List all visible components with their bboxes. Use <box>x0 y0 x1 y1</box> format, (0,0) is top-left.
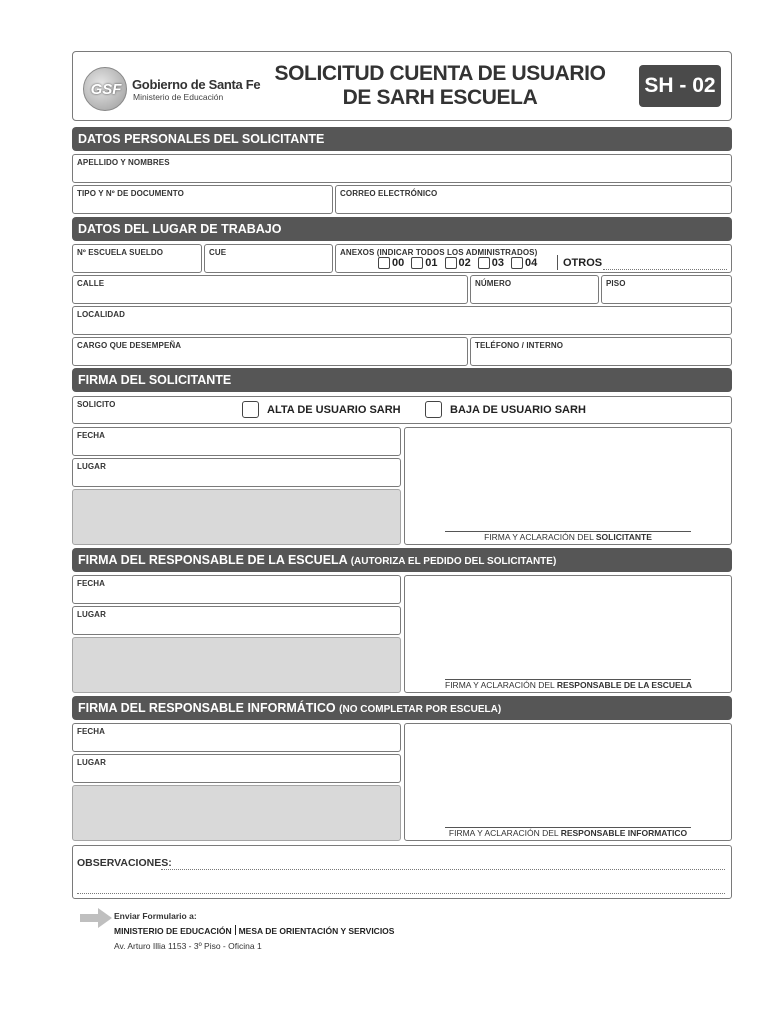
floor-field[interactable] <box>601 275 732 304</box>
form-code: SH - 02 <box>644 74 716 97</box>
school-number-label: Nº ESCUELA SUELDO <box>77 248 164 257</box>
footer-recipient <box>114 925 394 936</box>
section-school-signature <box>72 548 732 572</box>
it-signature-box[interactable] <box>404 723 732 841</box>
city-field[interactable] <box>72 306 732 335</box>
gov-name: Gobierno de Santa Fe <box>132 77 261 92</box>
footer-divider <box>235 925 236 935</box>
applicant-place-field[interactable] <box>72 458 401 487</box>
street-label: CALLE <box>77 279 105 288</box>
annex-option-01[interactable] <box>411 257 437 269</box>
signature-caption-role: RESPONSABLE DE LA ESCUELA <box>556 680 693 690</box>
observations-field[interactable] <box>72 845 732 899</box>
section-personal-data: DATOS PERSONALES DEL SOLICITANTE <box>72 127 732 151</box>
section-it-signature <box>72 696 732 720</box>
it-stamp-area <box>72 785 401 841</box>
footer-address: Av. Arturo Illia 1153 - 3º Piso - Oficina 1 <box>114 941 262 951</box>
name-label: APELLIDO Y NOMBRES <box>77 158 170 167</box>
annex-label: 04 <box>525 257 538 269</box>
annex-divider <box>557 255 558 270</box>
request-field <box>72 396 732 424</box>
signature-caption-prefix: FIRMA Y ACLARACIÓN DEL <box>445 680 555 690</box>
annexes-field <box>335 244 732 273</box>
annex-option-00[interactable] <box>378 257 404 269</box>
position-label: CARGO QUE DESEMPEÑA <box>77 341 182 350</box>
annex-label: 02 <box>458 257 471 269</box>
remove-user-label: BAJA DE USUARIO SARH <box>450 404 586 416</box>
form-title-line2: DE SARH ESCUELA <box>342 86 538 109</box>
logo <box>83 67 127 111</box>
date-label: FECHA <box>77 431 106 440</box>
phone-label: TELÉFONO / INTERNO <box>475 341 564 350</box>
annexes-label: ANEXOS (INDICAR TODOS LOS ADMINISTRADOS) <box>340 248 538 257</box>
observations-line-2[interactable] <box>77 893 725 894</box>
name-field[interactable] <box>72 154 732 183</box>
it-date-field[interactable] <box>72 723 401 752</box>
observations-line-1[interactable] <box>161 869 725 870</box>
document-label: TIPO Y Nº DE DOCUMENTO <box>77 189 184 198</box>
date-label: FECHA <box>77 579 106 588</box>
school-number-field[interactable] <box>72 244 202 273</box>
position-field[interactable] <box>72 337 468 366</box>
section-workplace-data: DATOS DEL LUGAR DE TRABAJO <box>72 217 732 241</box>
applicant-signature-box[interactable] <box>404 427 732 545</box>
arrow-right-icon <box>80 908 112 928</box>
place-label: LUGAR <box>77 610 106 619</box>
section-title: FIRMA DEL RESPONSABLE DE LA ESCUELA <box>78 553 348 567</box>
form-code-badge <box>639 65 721 107</box>
school-signature-box[interactable] <box>404 575 732 693</box>
others-input-line[interactable] <box>603 269 727 270</box>
annex-label: 00 <box>392 257 405 269</box>
city-label: LOCALIDAD <box>77 310 126 319</box>
annex-option-03[interactable] <box>478 257 504 269</box>
document-field[interactable] <box>72 185 333 214</box>
signature-caption-role: RESPONSABLE INFORMATICO <box>560 828 688 838</box>
place-label: LUGAR <box>77 758 106 767</box>
checkbox-icon[interactable] <box>378 257 390 269</box>
checkbox-icon[interactable] <box>511 257 523 269</box>
applicant-date-field[interactable] <box>72 427 401 456</box>
footer-ministry: MINISTERIO DE EDUCACIÓN <box>114 926 232 936</box>
signature-caption-prefix: FIRMA Y ACLARACIÓN DEL <box>484 532 594 542</box>
school-date-field[interactable] <box>72 575 401 604</box>
cue-label: CUE <box>209 248 227 257</box>
checkbox-icon[interactable] <box>478 257 490 269</box>
signature-caption <box>445 532 691 542</box>
observations-label: OBSERVACIONES: <box>77 857 172 869</box>
signature-caption <box>445 828 691 838</box>
floor-label: PISO <box>606 279 626 288</box>
request-label: SOLICITO <box>77 400 116 409</box>
checkbox-icon[interactable] <box>411 257 423 269</box>
add-user-label: ALTA DE USUARIO SARH <box>267 404 401 416</box>
number-field[interactable] <box>470 275 599 304</box>
section-note: (NO COMPLETAR POR ESCUELA) <box>339 704 502 715</box>
street-field[interactable] <box>72 275 468 304</box>
form-title-line1: SOLICITUD CUENTA DE USUARIO <box>274 62 606 85</box>
send-to-label: Enviar Formulario a: <box>114 911 197 921</box>
annex-label: 01 <box>425 257 438 269</box>
school-place-field[interactable] <box>72 606 401 635</box>
section-applicant-signature: FIRMA DEL SOLICITANTE <box>72 368 732 392</box>
annex-option-04[interactable] <box>511 257 537 269</box>
signature-caption-role: SOLICITANTE <box>595 532 652 542</box>
footer-office: MESA DE ORIENTACIÓN Y SERVICIOS <box>238 926 395 936</box>
phone-field[interactable] <box>470 337 732 366</box>
checkbox-icon[interactable] <box>445 257 457 269</box>
number-label: NÚMERO <box>475 279 512 288</box>
signature-caption <box>445 680 691 690</box>
email-label: CORREO ELECTRÓNICO <box>340 189 438 198</box>
it-place-field[interactable] <box>72 754 401 783</box>
section-title: FIRMA DEL RESPONSABLE INFORMÁTICO <box>78 701 336 715</box>
section-note: (AUTORIZA EL PEDIDO DEL SOLICITANTE) <box>350 556 557 567</box>
add-user-checkbox[interactable] <box>242 401 259 418</box>
annex-label: 03 <box>491 257 504 269</box>
annex-option-02[interactable] <box>445 257 471 269</box>
signature-caption-prefix: FIRMA Y ACLARACIÓN DEL <box>448 828 559 838</box>
school-stamp-area <box>72 637 401 693</box>
cue-field[interactable] <box>204 244 333 273</box>
email-field[interactable] <box>335 185 732 214</box>
date-label: FECHA <box>77 727 106 736</box>
place-label: LUGAR <box>77 462 106 471</box>
logo-mark: GSF <box>90 81 122 98</box>
ministry-name: Ministerio de Educación <box>133 92 224 102</box>
annex-options <box>378 257 537 269</box>
remove-user-checkbox[interactable] <box>425 401 442 418</box>
applicant-stamp-area <box>72 489 401 545</box>
others-label: OTROS <box>563 257 603 269</box>
